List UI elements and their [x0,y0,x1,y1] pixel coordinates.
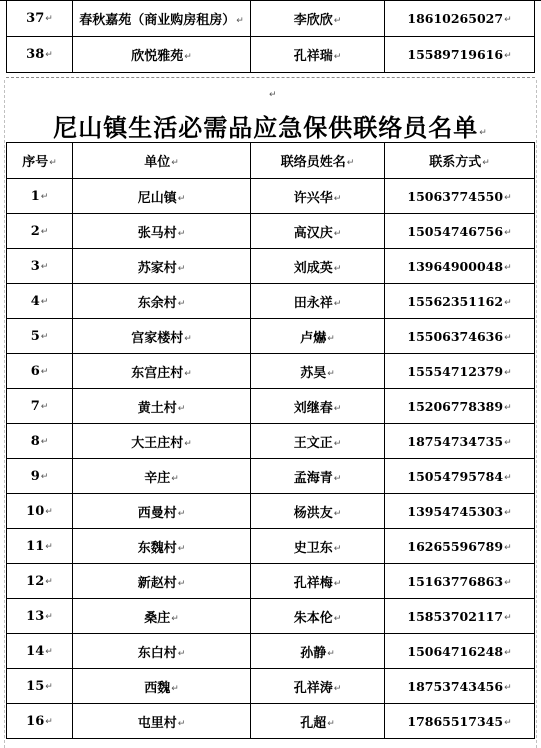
row-number-cell: 15↵ [7,669,73,704]
phone-cell: 15063774550↵ [385,179,535,214]
header-phone: 联系方式↵ [385,143,535,179]
phone-cell: 15853702117↵ [385,599,535,634]
table-row [7,459,535,494]
header-contact: 联络员姓名↵ [251,143,385,179]
contact-cell: 苏昊↵ [251,354,385,389]
phone-cell: 16265596789↵ [385,529,535,564]
contact-cell: 许兴华↵ [251,179,385,214]
unit-cell: 西曼村↵ [73,494,251,529]
row-number-cell: 5↵ [7,319,73,354]
phone-cell: 15506374636↵ [385,319,535,354]
contact-cell: 孔祥瑞↵ [251,37,385,73]
table-row [7,284,535,319]
page-break-divider [6,77,535,78]
table-row [7,354,535,389]
header-unit: 单位↵ [73,143,251,179]
unit-cell: 苏家村↵ [73,249,251,284]
contact-cell: 孔祥涛↵ [251,669,385,704]
table-row [7,319,535,354]
table-row [7,564,535,599]
phone-cell: 18610265027↵ [385,1,535,37]
phone-cell: 15064716248↵ [385,634,535,669]
contact-cell: 刘继春↵ [251,389,385,424]
table-row [7,179,535,214]
contact-cell: 高汉庆↵ [251,214,385,249]
phone-cell: 15054795784↵ [385,459,535,494]
table-row [7,669,535,704]
row-number-cell: 6↵ [7,354,73,389]
unit-cell: 大王庄村↵ [73,424,251,459]
row-number-cell: 2↵ [7,214,73,249]
unit-cell: 欣悦雅苑↵ [73,37,251,73]
row-number-cell: 14↵ [7,634,73,669]
phone-cell: 15206778389↵ [385,389,535,424]
contact-cell: 孔祥梅↵ [251,564,385,599]
unit-cell: 张马村↵ [73,214,251,249]
phone-cell: 15589719616↵ [385,37,535,73]
unit-cell: 东宫庄村↵ [73,354,251,389]
table-body [7,179,535,739]
table-header-row [7,143,535,179]
table-row [7,389,535,424]
unit-cell: 东白村↵ [73,634,251,669]
row-number-cell: 1↵ [7,179,73,214]
unit-cell: 新赵村↵ [73,564,251,599]
row-number-cell: 13↵ [7,599,73,634]
phone-cell: 17865517345↵ [385,704,535,739]
unit-cell: 西魏↵ [73,669,251,704]
contact-cell: 李欣欣↵ [251,1,385,37]
continued-table [6,0,535,73]
page-left-edge [4,80,5,748]
unit-cell: 东余村↵ [73,284,251,319]
page-title: 尼山镇生活必需品应急保供联络员名单↵ [53,113,488,142]
row-number-cell: 4↵ [7,284,73,319]
paragraph-mark: ↵ [269,90,277,100]
page-right-edge [536,80,537,748]
contact-cell: 孟海青↵ [251,459,385,494]
table-row [7,249,535,284]
unit-cell: 宫家楼村↵ [73,319,251,354]
unit-cell: 春秋嘉苑（商业购房租房）↵ [73,1,251,37]
row-number-cell: 11↵ [7,529,73,564]
contact-cell: 史卫东↵ [251,529,385,564]
table-row [7,214,535,249]
unit-cell: 辛庄↵ [73,459,251,494]
row-number-cell: 10↵ [7,494,73,529]
table-row [7,704,535,739]
unit-cell: 东魏村↵ [73,529,251,564]
table-row [7,1,535,37]
phone-cell: 18754734735↵ [385,424,535,459]
contact-cell: 杨洪友↵ [251,494,385,529]
unit-cell: 尼山镇↵ [73,179,251,214]
contact-cell: 孔超↵ [251,704,385,739]
phone-cell: 13964900048↵ [385,249,535,284]
row-number-cell: 9↵ [7,459,73,494]
table-row [7,37,535,73]
row-number-cell: 16↵ [7,704,73,739]
contact-cell: 王文正↵ [251,424,385,459]
contact-cell: 朱本伦↵ [251,599,385,634]
row-number-cell: 38↵ [7,37,73,73]
row-number-cell: 8↵ [7,424,73,459]
phone-cell: 15163776863↵ [385,564,535,599]
phone-cell: 18753743456↵ [385,669,535,704]
table-row [7,529,535,564]
table-row [7,599,535,634]
contact-cell: 田永祥↵ [251,284,385,319]
table-row [7,494,535,529]
phone-cell: 15562351162↵ [385,284,535,319]
header-no: 序号↵ [7,143,73,179]
table-row [7,424,535,459]
unit-cell: 桑庄↵ [73,599,251,634]
contact-cell: 孙静↵ [251,634,385,669]
table-row [7,634,535,669]
phone-cell: 15554712379↵ [385,354,535,389]
unit-cell: 黄土村↵ [73,389,251,424]
contact-cell: 卢爀↵ [251,319,385,354]
contact-cell: 刘成英↵ [251,249,385,284]
row-number-cell: 3↵ [7,249,73,284]
unit-cell: 屯里村↵ [73,704,251,739]
row-number-cell: 12↵ [7,564,73,599]
phone-cell: 15054746756↵ [385,214,535,249]
phone-cell: 13954745303↵ [385,494,535,529]
row-number-cell: 7↵ [7,389,73,424]
contact-table [6,142,535,739]
row-number-cell: 37↵ [7,1,73,37]
